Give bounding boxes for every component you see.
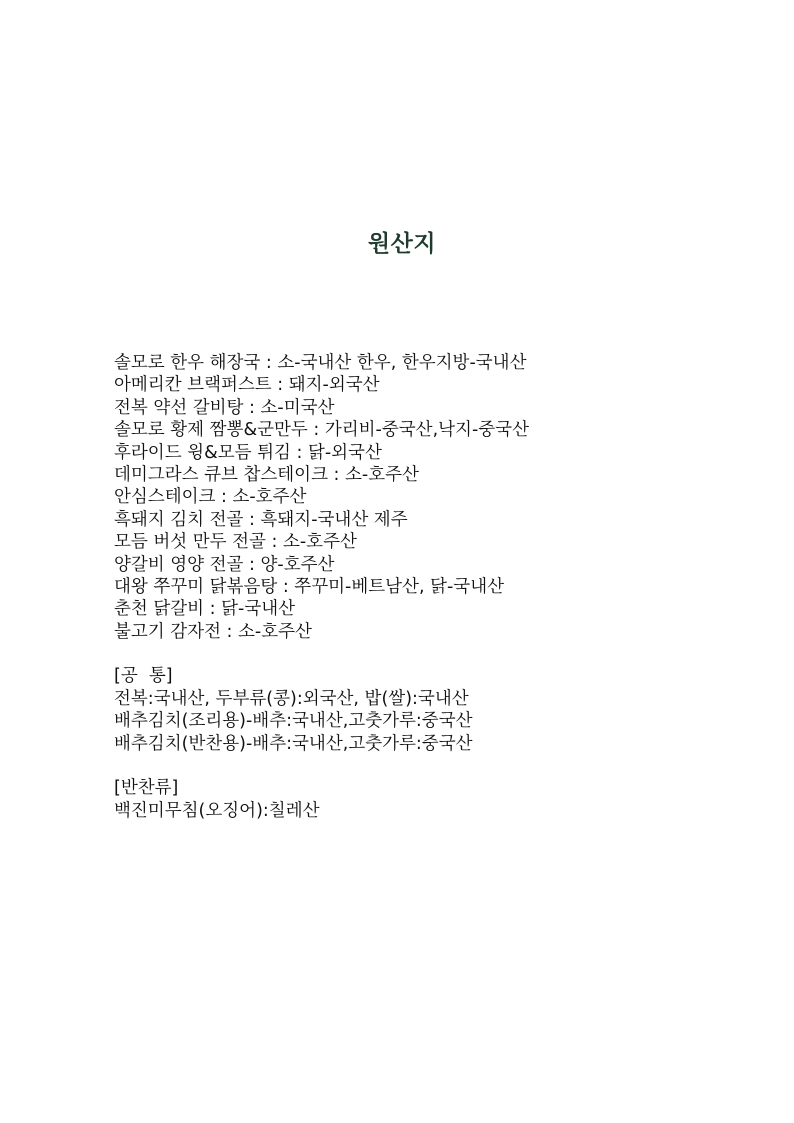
menu-item: 대왕 쭈꾸미 닭볶음탕 : 쭈꾸미-베트남산, 닭-국내산: [114, 576, 505, 597]
menu-item: 안심스테이크 : 소-호주산: [114, 487, 307, 508]
menu-item: 솔모로 황제 짬뽕&군만두 : 가리비-중국산,낙지-중국산: [114, 420, 529, 441]
common-item: 배추김치(조리용)-배추:국내산,고춧가루:중국산: [114, 711, 473, 732]
menu-item: 데미그라스 큐브 찹스테이크 : 소-호주산: [114, 464, 419, 485]
section-spacer: [114, 755, 774, 777]
section-spacer: [114, 643, 774, 665]
menu-item: 아메리칸 브랙퍼스트 : 돼지-외국산: [114, 375, 380, 396]
page-title: 원산지: [367, 231, 437, 257]
menu-item: 흑돼지 김치 전골 : 흑돼지-국내산 제주: [114, 509, 408, 530]
common-section-heading: [공 통]: [114, 666, 173, 687]
menu-item: 후라이드 윙&모듬 튀김 : 닭-외국산: [114, 442, 382, 463]
menu-item: 전복 약선 갈비탕 : 소-미국산: [114, 397, 335, 418]
menu-item: 모듬 버섯 만두 전골 : 소-호주산: [114, 532, 357, 553]
origin-list: [114, 352, 774, 822]
menu-item: 솔모로 한우 해장국 : 소-국내산 한우, 한우지방-국내산: [114, 353, 527, 373]
side-dish-section-heading: [반찬류]: [114, 778, 179, 799]
menu-item: 춘천 닭갈비 : 닭-국내산: [114, 599, 296, 620]
menu-item: 양갈비 영양 전골 : 양-호주산: [114, 554, 335, 575]
menu-item: 불고기 감자전 : 소-호주산: [114, 621, 312, 642]
common-item: 전복:국내산, 두부류(콩):외국산, 밥(쌀):국내산: [114, 688, 469, 709]
side-dish-item: 백진미무침(오징어):칠레산: [114, 800, 320, 821]
common-item: 배추김치(반찬용)-배추:국내산,고춧가루:중국산: [114, 733, 473, 754]
